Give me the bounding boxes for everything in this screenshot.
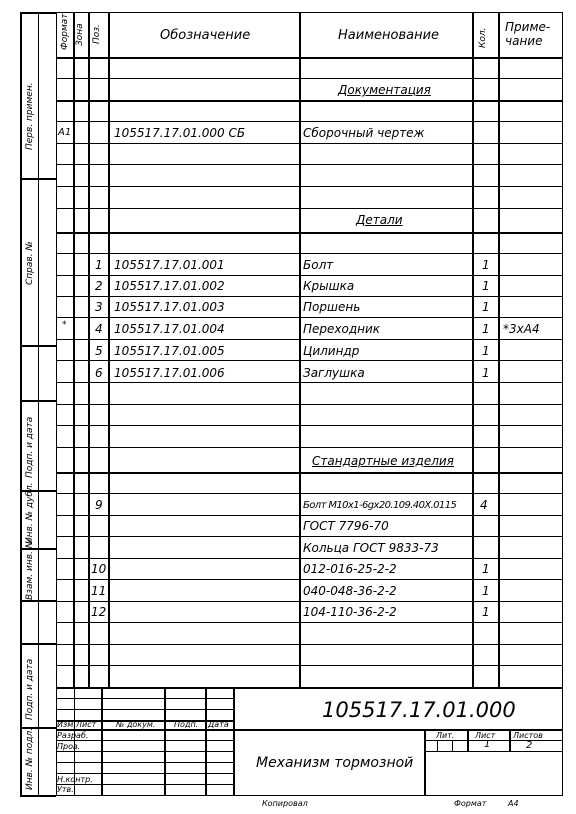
row-pos: 10 <box>91 562 107 576</box>
row-name: Крышка <box>303 279 355 293</box>
tb-list: Лист <box>76 720 97 729</box>
row-qty: 1 <box>482 322 490 336</box>
tb-listov-value: 2 <box>526 740 533 751</box>
row-pos: 6 <box>95 366 103 380</box>
tb-ndokum: № докум. <box>116 720 156 729</box>
row-designation: 105517.17.01.004 <box>114 322 225 336</box>
doc-designation: 105517.17.01.000 СБ <box>114 126 246 140</box>
doc-number: 105517.17.01.000 <box>322 698 516 722</box>
row-designation: 105517.17.01.006 <box>114 366 225 380</box>
doc-name: Сборочный чертеж <box>303 126 425 140</box>
tb-lit: Лит. <box>436 731 455 740</box>
row-pos: 2 <box>95 279 103 293</box>
header-designation: Обозначение <box>160 28 251 43</box>
row-name: 012-016-25-2-2 <box>303 562 397 576</box>
row-name: Поршень <box>303 300 361 314</box>
row-qty: 1 <box>482 366 490 380</box>
side-label-sprav: Справ. № <box>25 241 35 285</box>
row-name: Болт <box>303 258 334 272</box>
row-qty: 1 <box>482 605 490 619</box>
tb-razrab: Разраб. <box>57 731 89 740</box>
row-designation: 105517.17.01.001 <box>114 258 225 272</box>
footer-format-value: А4 <box>508 799 519 808</box>
tb-nkontr: Н.контр. <box>57 775 93 784</box>
row-pos: 4 <box>95 322 103 336</box>
tb-izm: Изм. <box>57 720 76 729</box>
row-pos: 11 <box>91 584 107 598</box>
row-qty: 4 <box>480 498 488 512</box>
row-name: Цилиндр <box>303 344 360 358</box>
side-label-podp2: Подп. и дата <box>25 658 35 720</box>
section-standard: Стандартные изделия <box>312 454 454 468</box>
side-label-podp1: Подп. и дата <box>25 416 35 478</box>
tb-prov: Пров. <box>57 742 81 751</box>
row-pos: 3 <box>95 300 103 314</box>
footer-copied: Копировал <box>262 799 308 808</box>
row-format: * <box>62 320 67 330</box>
row-name: Кольца ГОСТ 9833-73 <box>303 541 439 555</box>
row-name: 040-048-36-2-2 <box>303 584 397 598</box>
section-documentation: Документация <box>338 83 431 97</box>
side-label-inv-dubl: Инв. № дубл. <box>25 482 35 544</box>
row-name: Болт М10х1-6gх20.109.40Х.0115 <box>303 500 457 511</box>
side-label-inv-podl: Инв. № подл. <box>25 727 35 790</box>
row-name: 104-110-36-2-2 <box>303 605 397 619</box>
doc-title: Механизм тормозной <box>256 755 414 771</box>
header-name: Наименование <box>338 28 440 43</box>
header-qty: Кол. <box>478 27 488 48</box>
tb-list-label: Лист <box>475 731 496 740</box>
tb-listov-label: Листов <box>513 731 543 740</box>
row-note: *3хА4 <box>503 322 540 336</box>
tb-podp: Подп. <box>174 720 199 729</box>
footer-format-label: Формат <box>454 799 487 808</box>
row-name: ГОСТ 7796-70 <box>303 519 389 533</box>
section-details: Детали <box>356 213 403 227</box>
row-qty: 1 <box>482 562 490 576</box>
side-label-vzam: Взам. инв. № <box>25 538 35 600</box>
header-pos: Поз. <box>92 24 102 44</box>
tb-data: Дата <box>208 720 229 729</box>
row-qty: 1 <box>482 584 490 598</box>
doc-format: А1 <box>58 127 72 138</box>
header-format: Формат <box>60 13 70 50</box>
header-zone: Зона <box>75 23 85 46</box>
row-qty: 1 <box>482 300 490 314</box>
row-pos: 1 <box>95 258 103 272</box>
tb-list-value: 1 <box>484 739 491 750</box>
row-designation: 105517.17.01.003 <box>114 300 225 314</box>
row-pos: 12 <box>91 605 107 619</box>
header-note: Приме- чание <box>505 20 551 48</box>
row-designation: 105517.17.01.002 <box>114 279 225 293</box>
tb-utv: Утв. <box>57 785 74 794</box>
row-qty: 1 <box>482 279 490 293</box>
row-name: Переходник <box>303 322 381 336</box>
row-qty: 1 <box>482 258 490 272</box>
row-pos: 5 <box>95 344 103 358</box>
row-name: Заглушка <box>303 366 365 380</box>
row-qty: 1 <box>482 344 490 358</box>
side-label-perv: Перв. примен. <box>25 82 35 150</box>
row-pos: 9 <box>95 498 103 512</box>
row-designation: 105517.17.01.005 <box>114 344 225 358</box>
